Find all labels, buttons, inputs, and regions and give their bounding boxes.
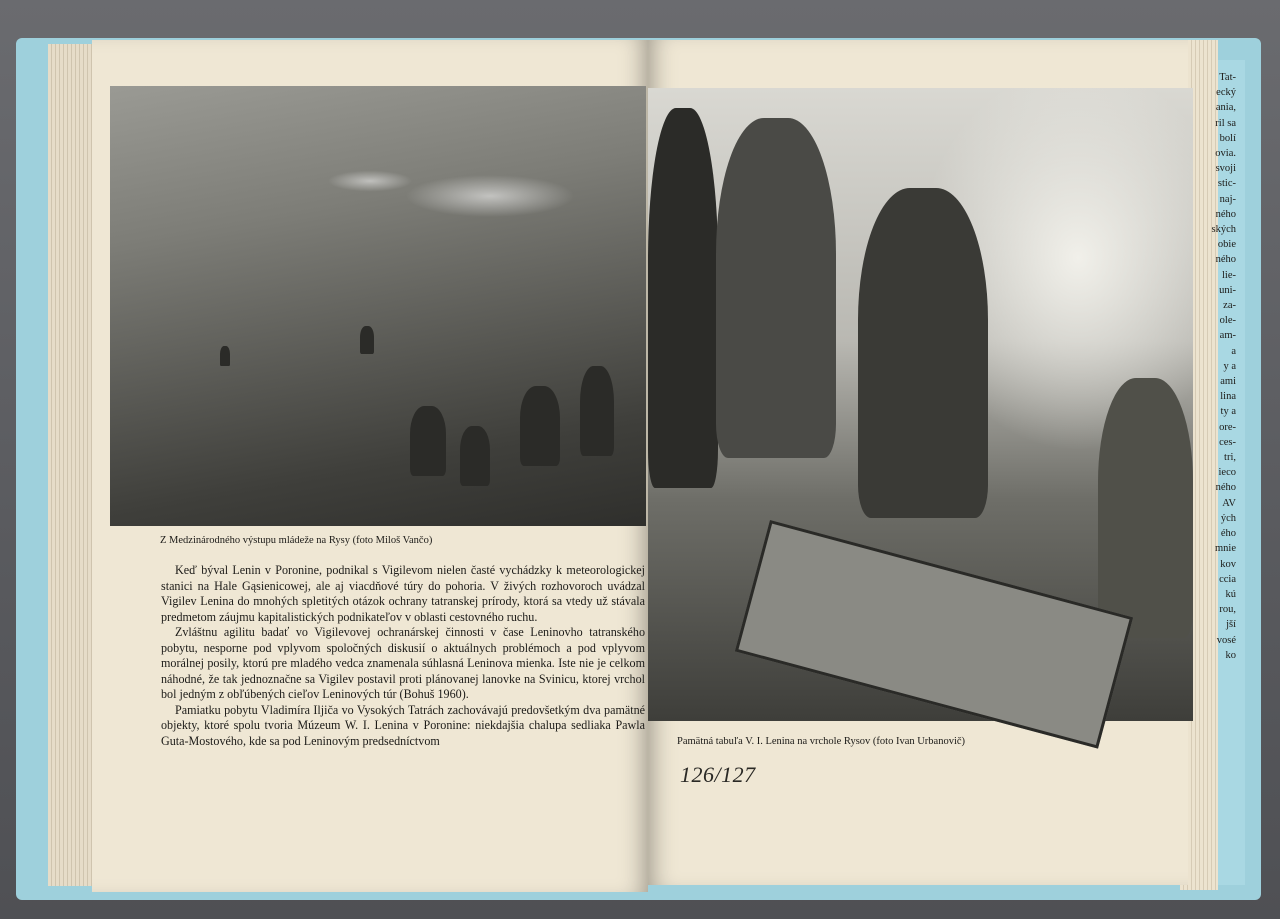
edge-fragment: ko	[1225, 649, 1236, 661]
edge-fragment: vosé	[1216, 634, 1236, 646]
edge-fragment: ného	[1215, 254, 1236, 266]
edge-fragment: uni-	[1219, 284, 1236, 296]
edge-fragment: ieco	[1218, 467, 1236, 479]
left-page-body-text	[161, 563, 645, 749]
edge-fragment: ých	[1220, 512, 1236, 524]
edge-fragment: mnie	[1215, 543, 1236, 555]
person-figure	[1098, 378, 1193, 638]
edge-fragment: ecký	[1216, 87, 1236, 99]
hiker-figure	[360, 326, 374, 354]
right-photo-caption: Pamätná tabuľa V. I. Lenina na vrchole Rysov (foto Ivan Urbanovič)	[677, 736, 966, 747]
edge-fragment: ného	[1215, 482, 1236, 494]
page-numbers: 126/127	[680, 762, 756, 787]
edge-fragment: lie-	[1222, 269, 1236, 281]
paragraph: Zvláštnu agilitu badať vo Vigilevovej ochranárskej činnosti v čase Leninovho tatranského pobytu, nesporne pod vplyvom spoločných diskusií o aktuálnych problémoch a pod vplyvom morálnej posily, ktorú pre mladého vedca znamenala súhlasná Leninova mienka. Iste nie je celkom náhodné, že tak jednoznačne sa Vigilev postavil proti plánovanej lanovke na Svinicu, ktorej vrchol bol jedným z obľúbených cieľov Leninových túr (Bohuš 1960).	[161, 625, 645, 701]
person-figure	[648, 108, 718, 488]
edge-fragment: ril sa	[1215, 117, 1236, 129]
edge-fragment: ccia	[1219, 573, 1236, 585]
edge-fragment: bolí	[1219, 132, 1236, 144]
edge-fragment: ole-	[1219, 315, 1236, 327]
edge-fragment: ces-	[1219, 436, 1236, 448]
paragraph: Keď býval Lenin v Poronine, podnikal s Vigilevom nielen časté vychádzky k meteorologickej stanici na Hale Gąsienicowej, ale aj viacdňové túry do pohoria. V živých rozhovoroch uvádzal Vigilev Lenina do mnohých spletitých otázok ochrany tatranskej prírody, ktorá sa vtedy už stávala predmetom záujmu kapitalistických podnikateľov v oblasti cestovného ruchu.	[161, 563, 645, 624]
edge-fragment: am-	[1219, 330, 1236, 342]
edge-fragment: ami	[1220, 376, 1236, 388]
edge-fragment: svoji	[1215, 163, 1236, 175]
next-page-edge-text	[1196, 70, 1236, 690]
edge-fragment: lina	[1220, 391, 1236, 403]
edge-fragment: tri,	[1224, 452, 1236, 464]
hiker-figure	[460, 426, 490, 486]
edge-fragment: kú	[1225, 588, 1236, 600]
edge-fragment: ania,	[1215, 102, 1236, 114]
edge-fragment: ného	[1215, 208, 1236, 220]
edge-fragment: y a	[1223, 360, 1236, 372]
edge-fragment: rou,	[1219, 604, 1236, 616]
person-figure	[858, 188, 988, 518]
edge-fragment: ore-	[1219, 421, 1236, 433]
hiker-figure	[220, 346, 230, 366]
edge-fragment: za-	[1223, 300, 1236, 312]
edge-fragment: stic-	[1217, 178, 1236, 190]
hiker-figure	[410, 406, 446, 476]
edge-fragment: kov	[1220, 558, 1236, 570]
edge-fragment: a	[1231, 345, 1236, 357]
paragraph: Pamiatku pobytu Vladimíra Iljiča vo Vysokých Tatrách zachovávajú predovšetkým dva pamätné objekty, ktoré spolu tvoria Múzeum W. I. Lenina v Poronine: niekdajšia chalupa sedliaka Pawla Guta-Mostového, kde sa pod Leninovým predsedníctvom	[161, 702, 645, 748]
person-figure	[716, 118, 836, 458]
edge-fragment: ty a	[1220, 406, 1236, 418]
left-photo-caption: Z Medzinárodného výstupu mládeže na Rysy (foto Miloš Vančo)	[160, 535, 433, 546]
edge-fragment: AV	[1222, 497, 1236, 509]
edge-fragment: ého	[1220, 528, 1236, 540]
hiker-figure	[580, 366, 614, 456]
hiker-figure	[520, 386, 560, 466]
edge-fragment: obie	[1217, 239, 1236, 251]
edge-fragment: ských	[1211, 224, 1236, 236]
edge-fragment: ovia.	[1215, 148, 1236, 160]
edge-fragment: Tat-	[1219, 72, 1236, 83]
hikers-photo	[110, 86, 646, 526]
edge-fragment: naj-	[1219, 193, 1236, 205]
edge-fragment: jší	[1226, 619, 1236, 631]
